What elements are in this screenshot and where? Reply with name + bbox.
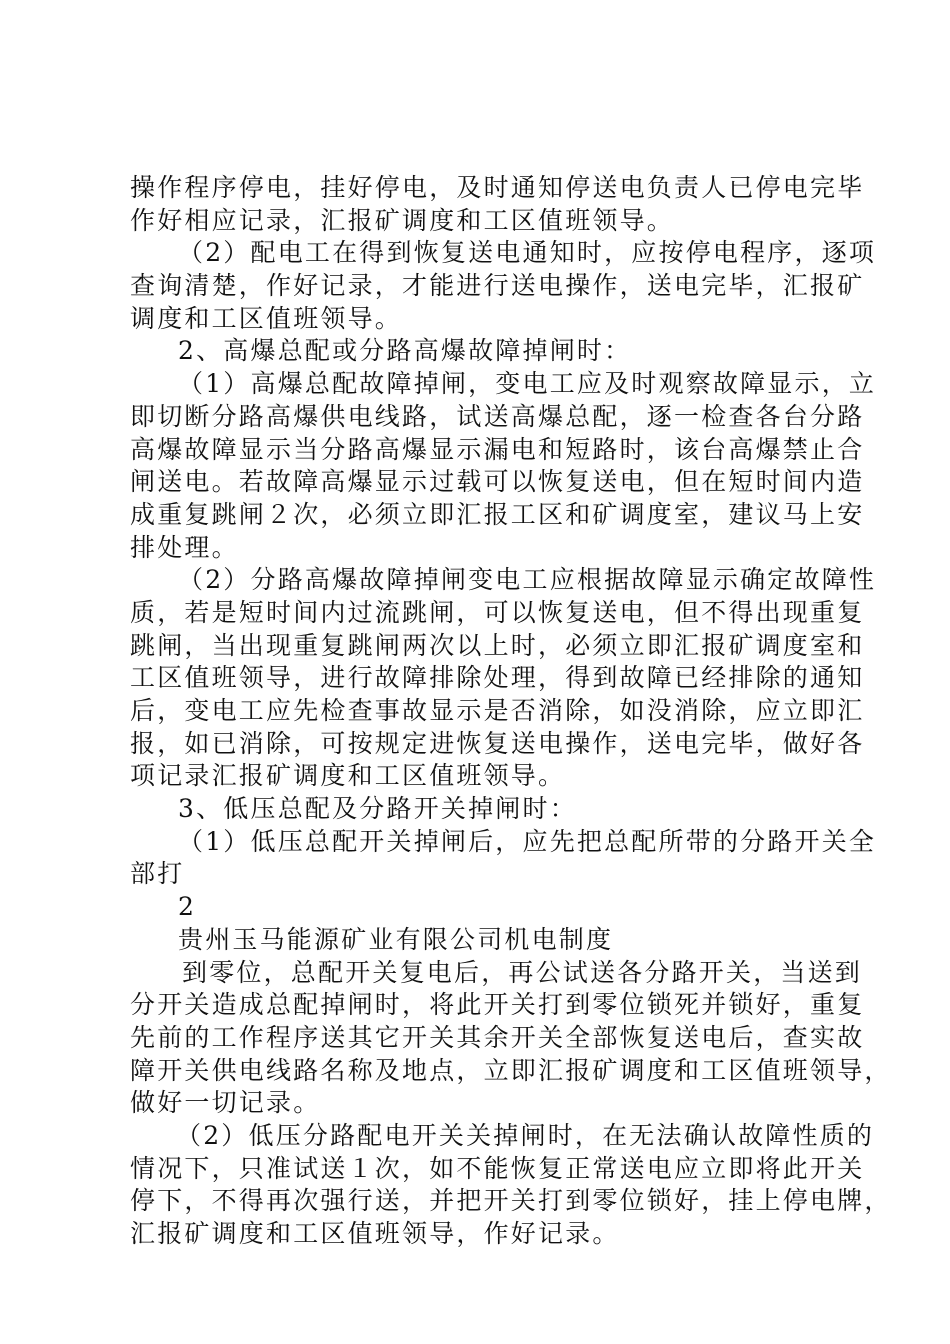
text-line: 部打 — [130, 859, 185, 889]
section-heading: 2、高爆总配或分路高爆故障掉闸时： — [178, 336, 632, 366]
text-line: 分开关造成总配掉闸时，将此开关打到零位锁死并锁好，重复 — [130, 990, 865, 1020]
document-body — [130, 172, 892, 1251]
text-line: 高爆故障显示当分路高爆显示漏电和短路时，该台高爆禁止合 — [130, 434, 865, 464]
section-heading: 3、低压总配及分路开关掉闸时： — [178, 794, 577, 824]
text-line: 障开关供电线路名称及地点，立即汇报矿调度和工区值班领导， — [130, 1055, 892, 1085]
page-number: 2 — [178, 892, 197, 922]
text-line: 成重复跳闸２次，必须立即汇报工区和矿调度室，建议马上安 — [130, 499, 865, 529]
text-line: （2）低压分路配电开关关掉闸时，在无法确认故障性质的 — [176, 1120, 875, 1150]
text-line: 操作程序停电，挂好停电，及时通知停送电负责人已停电完毕 — [130, 173, 865, 202]
text-line: 即切断分路高爆供电线路，试送高爆总配，逐一检查各台分路 — [130, 401, 865, 431]
text-line: （2）分路高爆故障掉闸变电工应根据故障显示确定故障性 — [178, 565, 877, 595]
text-line: 作好相应记录，汇报矿调度和工区值班领导。 — [130, 205, 675, 235]
text-line: 做好一切记录。 — [130, 1088, 321, 1118]
text-line: 工区值班领导，进行故障排除处理，得到故障已经排除的通知 — [130, 663, 865, 693]
text-line: 调度和工区值班领导。 — [130, 303, 403, 333]
page-header: 贵州玉马能源矿业有限公司机电制度 — [178, 924, 614, 954]
text-line: 后，变电工应先检查事故显示是否消除，如没消除，应立即汇 — [130, 696, 865, 725]
text-line: 先前的工作程序送其它开关其余开关全部恢复送电后，查实故 — [130, 1022, 865, 1052]
text-line: 排处理。 — [130, 532, 239, 562]
text-line: 汇报矿调度和工区值班领导，作好记录。 — [130, 1219, 620, 1248]
text-line: （2）配电工在得到恢复送电通知时，应按停电程序，逐项 — [178, 238, 877, 268]
text-line: 到零位，总配开关复电后，再公试送各分路开关，当送到 — [182, 957, 863, 987]
text-line: 查询清楚，作好记录，才能进行送电操作，送电完毕，汇报矿 — [130, 271, 865, 301]
text-line: 项记录汇报矿调度和工区值班领导。 — [130, 761, 566, 791]
text-line: 跳闸，当出现重复跳闸两次以上时，必须立即汇报矿调度室和 — [130, 630, 865, 660]
text-line: （1）低压总配开关掉闸后，应先把总配所带的分路开关全 — [178, 826, 877, 856]
text-line: 情况下，只准试送１次，如不能恢复正常送电应立即将此开关 — [130, 1153, 865, 1183]
text-line: 停下，不得再次强行送，并把开关打到零位锁好，挂上停电牌， — [130, 1186, 892, 1216]
text-line: 报，如已消除，可按规定进恢复送电操作，送电完毕，做好各 — [130, 728, 865, 758]
text-line: 质，若是短时间内过流跳闸，可以恢复送电，但不得出现重复 — [130, 597, 865, 627]
text-line: （1）高爆总配故障掉闸，变电工应及时观察故障显示，立 — [178, 369, 877, 399]
text-line: 闸送电。若故障高爆显示过载可以恢复送电，但在短时间内造 — [130, 467, 865, 497]
